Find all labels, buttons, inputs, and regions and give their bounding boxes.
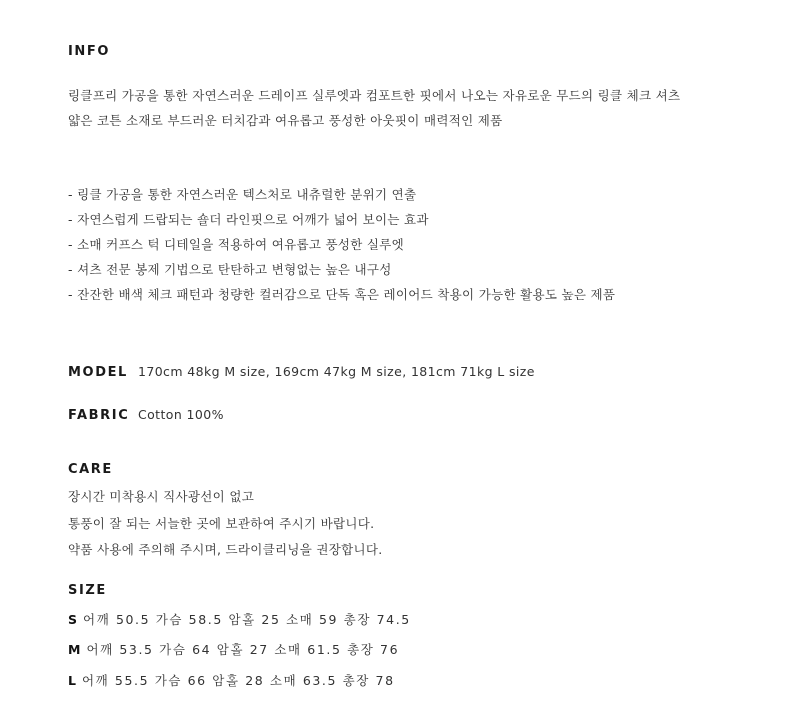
fabric-label: FABRIC (68, 408, 130, 423)
info-bullet-4: - 셔츠 전문 봉제 기법으로 탄탄하고 변형없는 높은 내구성 (68, 262, 392, 277)
model-row (68, 364, 535, 380)
info-bullet-3: - 소매 커프스 턱 디테일을 적용하여 여유롭고 풍성한 실루엣 (68, 237, 404, 252)
size-row-s (68, 610, 411, 628)
size-label: S (68, 612, 78, 627)
info-bullet-5: - 잔잔한 배색 체크 패턴과 청량한 컬러감으로 단독 혹은 레이어드 착용이 가능한 활용도 높은 제품 (68, 287, 616, 302)
info-desc-line-1: 링클프리 가공을 통한 자연스러운 드레이프 실루엣과 컴포트한 핏에서 나오는 자유로운 무드의 링클 체크 셔츠 (68, 88, 681, 103)
fabric-row (68, 407, 224, 423)
size-heading: SIZE (68, 583, 107, 598)
model-value: 170cm 48kg M size, 169cm 47kg M size, 181cm 71kg L size (138, 364, 535, 379)
fabric-value: Cotton 100% (138, 407, 224, 422)
info-bullet-1: - 링클 가공을 통한 자연스러운 텍스처로 내츄럴한 분위기 연출 (68, 187, 417, 202)
size-label: M (68, 642, 81, 657)
size-measures: 어깨 50.5 가슴 58.5 암홀 25 소매 59 총장 74.5 (83, 612, 411, 627)
size-measures: 어깨 55.5 가슴 66 암홀 28 소매 63.5 총장 78 (81, 673, 395, 688)
info-desc-line-2: 얇은 코튼 소재로 부드러운 터치감과 여유롭고 풍성한 아웃핏이 매력적인 제품 (68, 113, 503, 128)
care-line-2: 통풍이 잘 되는 서늘한 곳에 보관하여 주시기 바랍니다. (68, 516, 375, 531)
size-row-l (68, 671, 395, 689)
info-heading: INFO (68, 44, 111, 59)
care-heading: CARE (68, 462, 113, 477)
model-label: MODEL (68, 365, 128, 380)
size-measures: 어깨 53.5 가슴 64 암홀 27 소매 61.5 총장 76 (86, 642, 400, 657)
care-line-3: 약품 사용에 주의해 주시며, 드라이클리닝을 권장합니다. (68, 542, 383, 557)
size-label: L (68, 673, 76, 688)
info-bullet-2: - 자연스럽게 드랍되는 숄더 라인핏으로 어깨가 넓어 보이는 효과 (68, 212, 429, 227)
size-row-m (68, 640, 399, 658)
care-line-1: 장시간 미착용시 직사광선이 없고 (68, 489, 255, 504)
